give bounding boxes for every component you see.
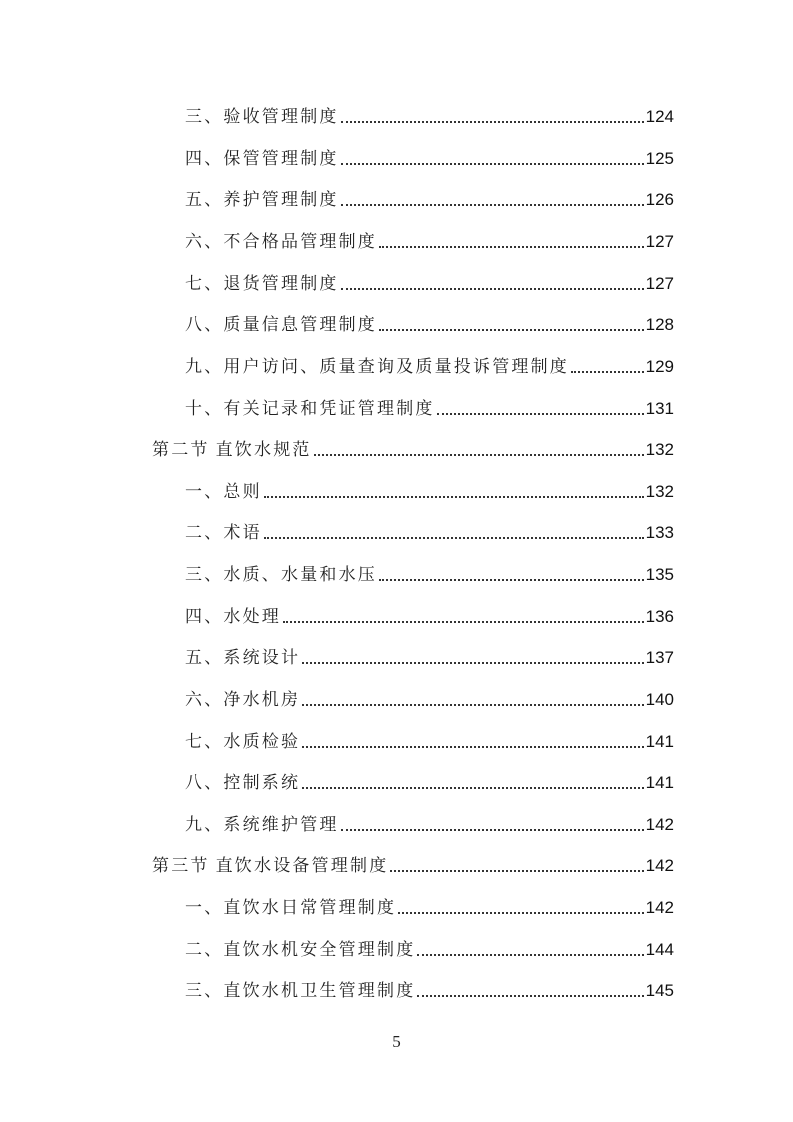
toc-entry-page: 133 — [645, 523, 674, 542]
dot-leader — [341, 103, 644, 131]
toc-entry-title: 验收管理制度 — [223, 107, 339, 127]
toc-entry-number: 七、 — [185, 732, 224, 752]
toc-entry-title: 总则 — [223, 482, 262, 502]
toc-entry[interactable] — [185, 811, 674, 839]
toc-entry-page: 132 — [645, 440, 674, 459]
toc-entry-title: 直饮水机卫生管理制度 — [223, 981, 416, 1001]
dot-leader — [379, 311, 644, 339]
toc-section-title: 直饮水规范 — [215, 440, 312, 460]
toc-entry-title: 保管管理制度 — [223, 149, 339, 169]
toc-entry[interactable] — [185, 145, 674, 173]
toc-entry-number: 八、 — [185, 315, 224, 335]
toc-entry[interactable] — [185, 561, 674, 589]
toc-entry-page: 141 — [645, 773, 674, 792]
dot-leader — [302, 686, 643, 714]
toc-section-entry[interactable] — [152, 436, 674, 464]
toc-entry[interactable] — [185, 728, 674, 756]
toc-entry-title: 水质、水量和水压 — [223, 565, 378, 585]
dot-leader — [341, 811, 644, 839]
toc-entry-number: 十、 — [185, 399, 224, 419]
toc-entry-page: 137 — [645, 648, 674, 667]
toc-section-title: 直饮水设备管理制度 — [215, 856, 389, 876]
dot-leader — [264, 478, 644, 506]
toc-entry-title: 水处理 — [223, 607, 282, 627]
toc-entry-number: 五、 — [185, 190, 224, 210]
dot-leader — [390, 852, 643, 880]
toc-entry[interactable] — [185, 603, 674, 631]
toc-entry-title: 直饮水机安全管理制度 — [223, 940, 416, 960]
toc-entry-number: 八、 — [185, 773, 224, 793]
toc-entry-page: 127 — [645, 232, 674, 251]
toc-entry[interactable] — [185, 769, 674, 797]
toc-entry[interactable] — [185, 395, 674, 423]
toc-entry-page: 140 — [645, 690, 674, 709]
toc-entry-title: 水质检验 — [223, 732, 301, 752]
toc-entry-number: 二、 — [185, 940, 224, 960]
toc-entry-title: 退货管理制度 — [223, 274, 339, 294]
toc-entry[interactable] — [185, 977, 674, 1005]
dot-leader — [341, 270, 644, 298]
toc-entry-title: 有关记录和凭证管理制度 — [223, 399, 435, 419]
toc-entry[interactable] — [185, 936, 674, 964]
toc-entry-title: 直饮水日常管理制度 — [223, 898, 397, 918]
toc-entry[interactable] — [185, 311, 674, 339]
toc-entry-number: 九、 — [185, 357, 224, 377]
toc-entry[interactable] — [185, 519, 674, 547]
toc-entry-page: 135 — [645, 565, 674, 584]
toc-entry-page: 127 — [645, 274, 674, 293]
toc-entry-page: 131 — [645, 399, 674, 418]
toc-entry-page: 129 — [645, 357, 674, 376]
dot-leader — [341, 145, 644, 173]
toc-entry[interactable] — [185, 686, 674, 714]
dot-leader — [341, 186, 644, 214]
toc-entry-title: 系统设计 — [223, 648, 301, 668]
toc-entry-page: 145 — [645, 981, 674, 1000]
toc-entry-number: 二、 — [185, 523, 224, 543]
toc-entry-page: 128 — [645, 315, 674, 334]
toc-entry-title: 系统维护管理 — [223, 815, 339, 835]
dot-leader — [314, 436, 644, 464]
toc-entry-number: 五、 — [185, 648, 224, 668]
dot-leader — [437, 395, 644, 423]
toc-entry-title: 用户访问、质量查询及质量投诉管理制度 — [223, 357, 570, 377]
toc-entry-number: 七、 — [185, 274, 224, 294]
toc-entry[interactable] — [185, 103, 674, 131]
toc-entry[interactable] — [185, 644, 674, 672]
page-number: 5 — [392, 1032, 401, 1051]
toc-entry-page: 136 — [645, 607, 674, 626]
dot-leader — [302, 728, 643, 756]
toc-entry[interactable] — [185, 228, 674, 256]
toc-entry-number: 四、 — [185, 149, 224, 169]
toc-entry-page: 126 — [645, 190, 674, 209]
toc-entry-number: 一、 — [185, 898, 224, 918]
dot-leader — [571, 353, 644, 381]
dot-leader — [379, 228, 644, 256]
toc-entry-page: 125 — [645, 149, 674, 168]
dot-leader — [417, 936, 643, 964]
toc-entry-number: 四、 — [185, 607, 224, 627]
toc-entry-title: 养护管理制度 — [223, 190, 339, 210]
toc-entry-page: 142 — [645, 815, 674, 834]
dot-leader — [264, 519, 644, 547]
toc-entry-title: 控制系统 — [223, 773, 301, 793]
toc-entry[interactable] — [185, 353, 674, 381]
toc-entry-page: 124 — [645, 107, 674, 126]
toc-entry-page: 144 — [645, 940, 674, 959]
dot-leader — [302, 769, 643, 797]
toc-entry-title: 术语 — [223, 523, 262, 543]
toc-entry[interactable] — [185, 186, 674, 214]
toc-entry-title: 净水机房 — [223, 690, 301, 710]
toc-entry-number: 三、 — [185, 107, 224, 127]
toc-entry-title: 不合格品管理制度 — [223, 232, 378, 252]
toc-section-entry[interactable] — [152, 852, 674, 880]
toc-entry-number: 三、 — [185, 565, 224, 585]
toc-entry-page: 142 — [645, 856, 674, 875]
toc-section-number: 第三节 — [152, 856, 210, 876]
toc-entry-page: 132 — [645, 482, 674, 501]
dot-leader — [379, 561, 644, 589]
toc-entry[interactable] — [185, 270, 674, 298]
toc-entry-page: 141 — [645, 732, 674, 751]
toc-section-number: 第二节 — [152, 440, 210, 460]
toc-entry-number: 九、 — [185, 815, 224, 835]
toc-entry-number: 六、 — [185, 690, 224, 710]
dot-leader — [302, 644, 643, 672]
toc-entry[interactable] — [185, 894, 674, 922]
toc-entry-number: 一、 — [185, 482, 224, 502]
toc-entry-title: 质量信息管理制度 — [223, 315, 378, 335]
dot-leader — [398, 894, 643, 922]
toc-entry-page: 142 — [645, 898, 674, 917]
toc-entry-number: 六、 — [185, 232, 224, 252]
toc-entry-number: 三、 — [185, 981, 224, 1001]
toc-entry[interactable] — [185, 478, 674, 506]
dot-leader — [283, 603, 644, 631]
dot-leader — [417, 977, 643, 1005]
